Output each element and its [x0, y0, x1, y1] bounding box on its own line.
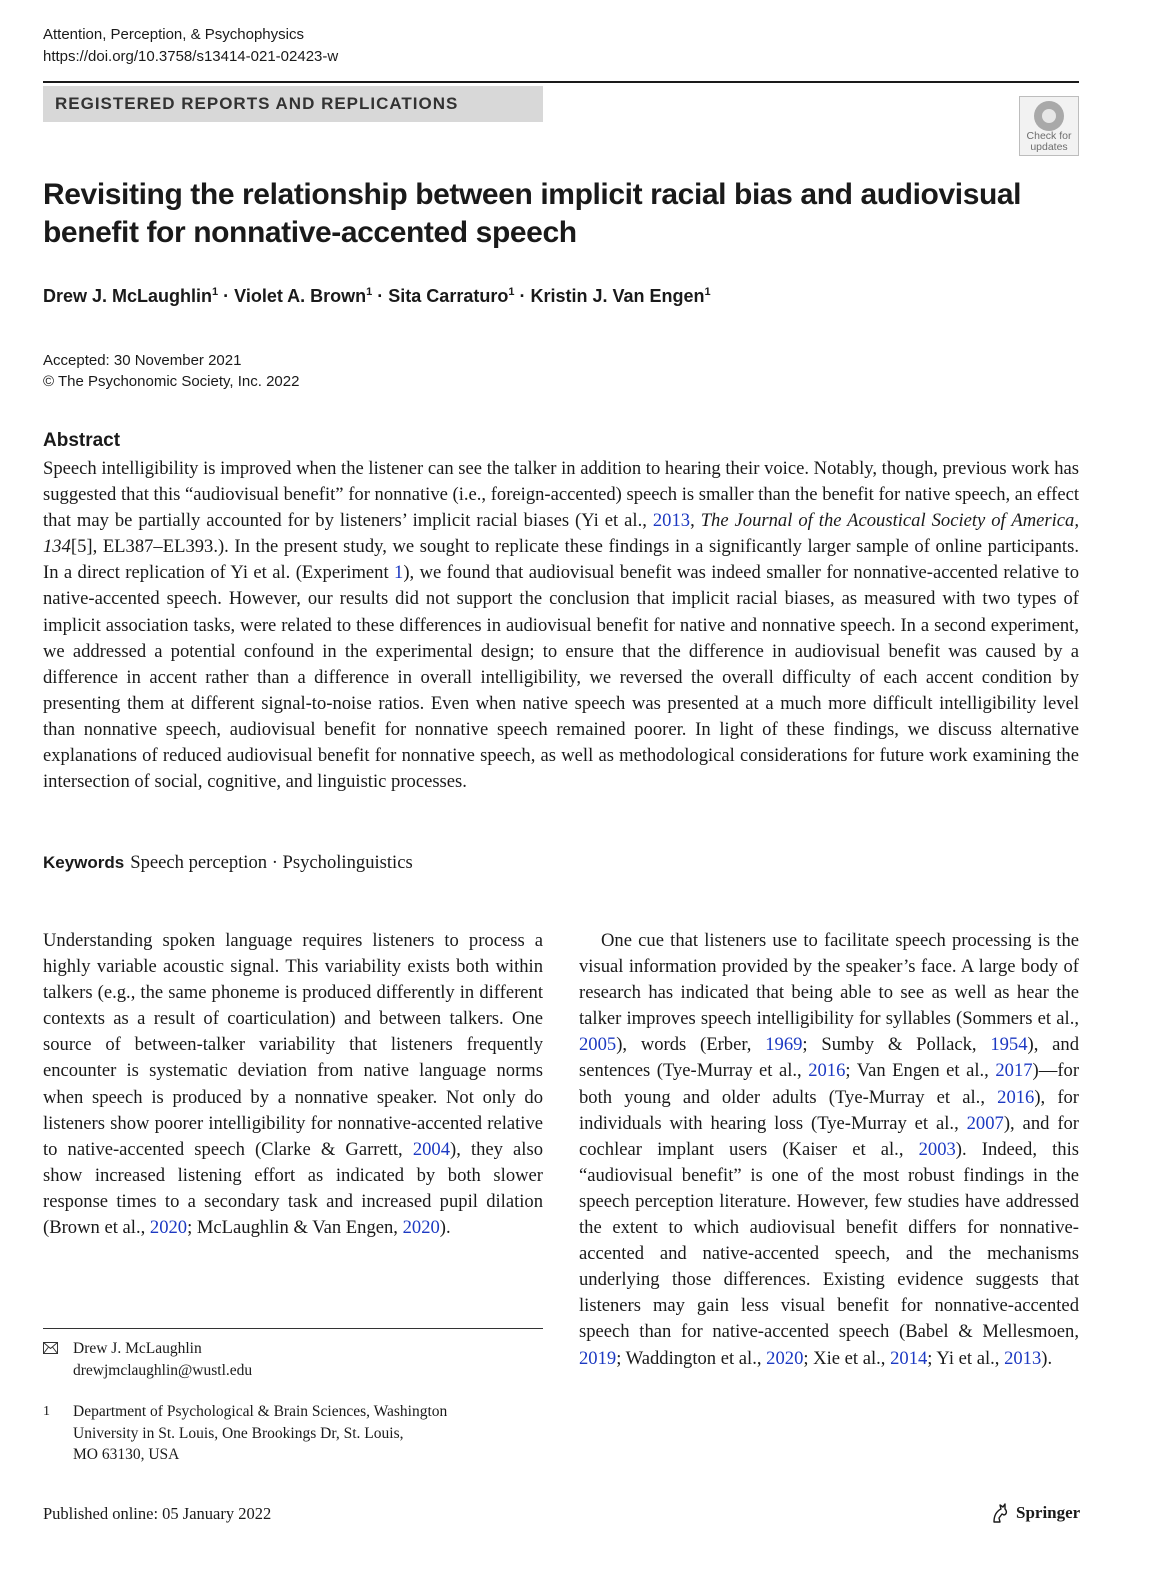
section-label: REGISTERED REPORTS AND REPLICATIONS	[55, 94, 459, 113]
citation-link[interactable]: 2007	[966, 1112, 1004, 1134]
crossmark-line1: Check for	[1026, 130, 1072, 142]
crossmark-line2: updates	[1030, 141, 1068, 153]
citation-link[interactable]: 2013	[1004, 1347, 1042, 1369]
keywords-list: Speech perception · Psycholinguistics	[130, 852, 413, 873]
abstract-heading: Abstract	[43, 430, 121, 451]
citation-link[interactable]: 2004	[412, 1138, 450, 1160]
contact-footnote	[43, 1338, 543, 1381]
citation-link[interactable]: 2016	[808, 1060, 846, 1082]
body-column-left: Understanding spoken language requires listeners to process a highly variable acoustic signal. This variability exists both within talkers (e.g., the same phoneme is produced differently in different contexts as a result of coarticulation) and between talkers. One source of between-talker variability that listeners frequently encounter is systematic deviation from native language norms when speech is produced by a nonnative speaker. Not only do listeners show poorer intelligibility for nonnative-accented relative to native-accented speech (Clarke & Garrett, 2004), they also show increased listening effort as indicated by both slower response times to a secondary task and increased pupil dilation (Brown et al., 2020; McLaughlin & Van Engen, 2020).	[43, 930, 543, 1239]
citation-link[interactable]: 2020	[149, 1217, 188, 1239]
affiliation-line: Department of Psychological & Brain Sciences, Washington	[73, 1403, 448, 1420]
contact-email[interactable]: drewjmclaughlin@wustl.edu	[73, 1361, 253, 1379]
citation-link[interactable]: 2017	[995, 1060, 1033, 1082]
keywords-line	[43, 850, 413, 876]
affiliation-line: MO 63130, USA	[73, 1446, 180, 1463]
journal-citation: The Journal of the Acoustical Society of America, 134	[43, 510, 1079, 558]
citation-link[interactable]: 2014	[890, 1347, 928, 1369]
journal-header	[43, 24, 338, 68]
footnotes	[43, 1338, 543, 1466]
abstract-text: Speech intelligibility is improved when the listener can see the talker in addition to hearing their voice. Notably, though, previous work has suggested that this “audiovisual benefit” for nonnative (i.e., foreign-accented) speech is smaller than the benefit for native speech, an effect that may be partially accounted for by listeners’ implicit racial biases (Yi et al., 2013, The Journal of the Acoustical Society of America, 134[5], EL387–EL393.). In the present study, we sought to replicate these findings in a significantly larger sample of online participants. In a direct replication of Yi et al. (Experiment 1), we found that audiovisual benefit was indeed smaller for nonnative-accented relative to native-accented speech. However, our results did not support the conclusion that implicit racial biases, as measured with two types of implicit association tasks, were related to these differences in audiovisual benefit for native and nonnative speech. In a second experiment, we addressed a potential confound in the experimental design; to ensure that the difference in audiovisual benefit was caused by a difference in accent rather than a difference in overall intelligibility, we reversed the overall difficulty of each accent condition by presenting them at different signal-to-noise ratios. Even when native speech was presented at a much more difficult intelligibility level than nonnative speech, audiovisual benefit for nonnative speech remained poorer. In light of these findings, we discuss alternative explanations of reduced audiovisual benefit for nonnative speech, as well as methodological considerations for future work examining the intersection of social, cognitive, and linguistic processes.	[43, 458, 1079, 793]
author-affiliation-mark: 1	[212, 286, 219, 298]
contact-name: Drew J. McLaughlin	[73, 1340, 202, 1357]
author-name[interactable]: Sita Carraturo	[388, 286, 509, 306]
citation-link[interactable]: 2020	[402, 1217, 440, 1239]
author-name[interactable]: Drew J. McLaughlin	[43, 286, 213, 306]
keywords-label: Keywords	[43, 853, 125, 872]
citation-link[interactable]: 2003	[918, 1138, 956, 1160]
article-title	[43, 176, 1043, 252]
section-banner	[43, 86, 543, 122]
publisher-name: Springer	[1016, 1503, 1081, 1522]
citation-link[interactable]: 2019	[579, 1347, 617, 1369]
check-for-updates-badge[interactable]	[1019, 96, 1079, 156]
title-line2: benefit for nonnative-accented speech	[43, 216, 577, 249]
published-date: Published online: 05 January 2022	[43, 1504, 272, 1523]
author-affiliation-mark: 1	[704, 286, 711, 298]
springer-horse-icon	[990, 1502, 1010, 1524]
citation-link[interactable]: 2016	[997, 1086, 1035, 1108]
affiliation-footnote	[43, 1401, 543, 1466]
article-dates	[43, 350, 299, 392]
affiliation-line: University in St. Louis, One Brookings Dr, St. Louis,	[73, 1424, 404, 1442]
author-list: Drew J. McLaughlin$^1$ · Violet A. Brown$^1$ · Sita Carraturo$^1$ · Kristin J. Van Engen$^1$	[43, 286, 711, 306]
experiment-link[interactable]: 1	[394, 562, 404, 584]
citation-link[interactable]: 1954	[990, 1034, 1028, 1056]
author-affiliation-mark: 1	[366, 286, 373, 298]
body-column-right: One cue that listeners use to facilitate speech processing is the visual information provided by the speaker’s face. A large body of research has indicated that being able to see as well as hear the talker improves speech intelligibility for syllables (Sommers et al., 2005), words (Erber, 1969; Sumby & Pollack, 1954), and sentences (Tye-Murray et al., 2016; Van Engen et al., 2017)—for both young and older adults (Tye-Murray et al., 2016), for individuals with hearing loss (Tye-Murray et al., 2007), and for cochlear implant users (Kaiser et al., 2003). Indeed, this “audiovisual benefit” is one of the most robust findings in the speech perception literature. However, few studies have addressed the extent to which audiovisual benefit differs for nonnative-accented and native-accented speech, and the mechanisms underlying those differences. Existing evidence suggests that listeners may gain less visual benefit for nonnative-accented speech than for native-accented speech (Babel & Mellesmoen, 2019; Waddington et al., 2020; Xie et al., 2014; Yi et al., 2013).	[579, 930, 1080, 1369]
affiliation-mark: 1	[43, 1404, 50, 1419]
title-line1: Revisiting the relationship between implicit racial bias and audiovisual	[43, 178, 1022, 211]
citation-link[interactable]: 2013	[652, 510, 691, 532]
header-rule	[43, 81, 1079, 83]
crossmark-icon	[1034, 101, 1064, 131]
doi-link[interactable]: https://doi.org/10.3758/s13414-021-02423-w	[43, 48, 339, 65]
author-affiliation-mark: 1	[508, 286, 515, 298]
envelope-icon	[43, 1340, 58, 1362]
author-name[interactable]: Kristin J. Van Engen	[530, 286, 705, 306]
author-name[interactable]: Violet A. Brown	[234, 286, 367, 306]
publisher-logo	[990, 1502, 1080, 1524]
citation-link[interactable]: 2020	[766, 1347, 804, 1369]
citation-link[interactable]: 1969	[765, 1034, 803, 1056]
copyright-notice: © The Psychonomic Society, Inc. 2022	[43, 373, 300, 390]
footnote-rule	[43, 1328, 543, 1329]
journal-name: Attention, Perception, & Psychophysics	[43, 26, 304, 43]
accepted-date: Accepted: 30 November 2021	[43, 352, 242, 369]
citation-link[interactable]: 2005	[579, 1034, 617, 1056]
